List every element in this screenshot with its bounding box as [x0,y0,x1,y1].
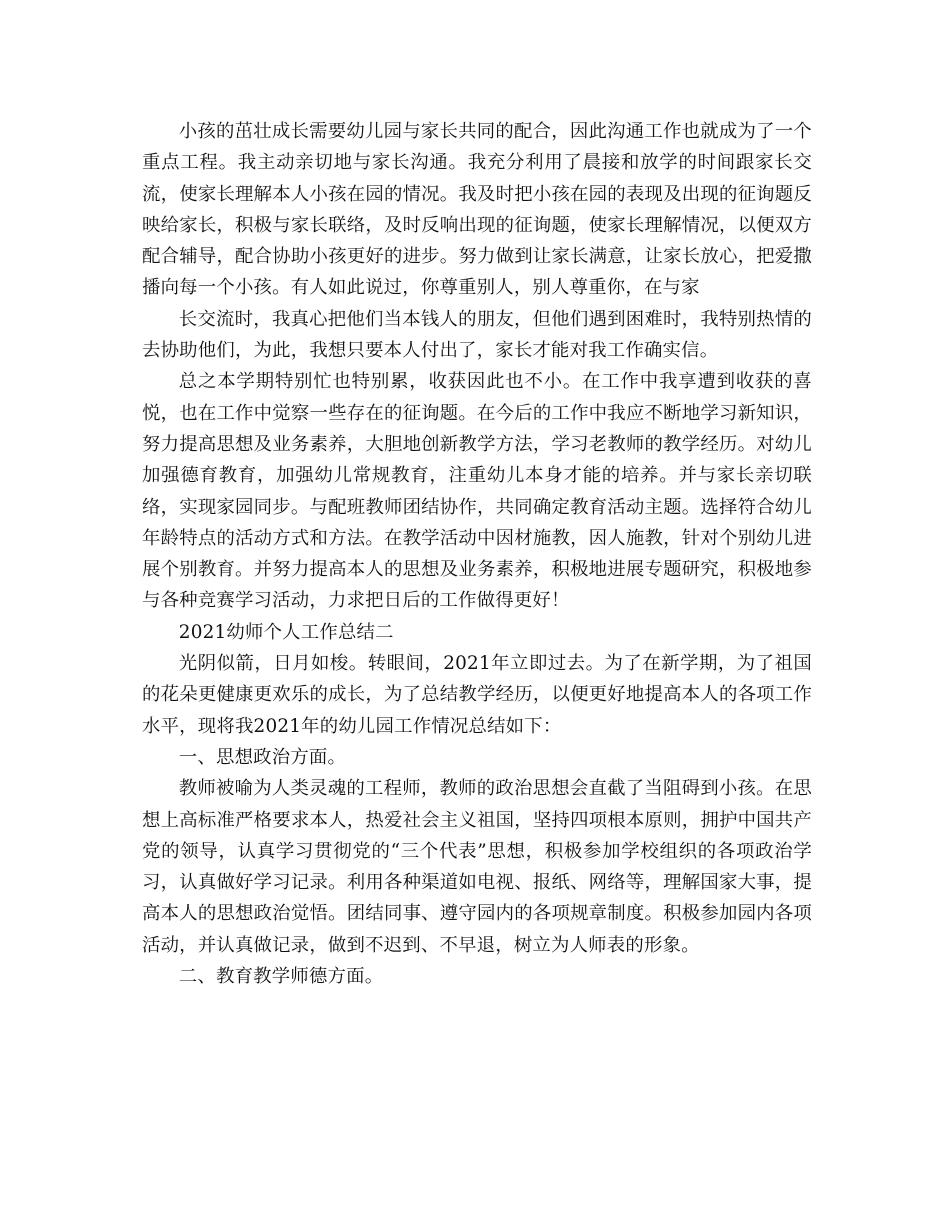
document-body [142,116,812,992]
paragraph-semester-summary: 总之本学期特别忙也特别累，收获因此也不小。在工作中我享遭到收获的喜悦，也在工作中觉察一些存在的征询题。在今后的工作中我应不断地学习新知识，努力提高思想及业务素养，大胆地创新教学方法，学习老教师的教学经历。对幼儿加强德育教育，加强幼儿常规教育，注重幼儿本身才能的培养。并与家长亲切联络，实现家园同步。与配班教师团结协作，共同确定教育活动主题。选择符合幼儿年龄特点的活动方式和方法。在教学活动中因材施教，因人施教，针对个别幼儿进展个别教育。并努力提高本人的思想及业务素养，积极地进展专题研究，积极地参与各种竞赛学习活动，力求把日后的工作做得更好！ [142,371,812,612]
paragraph-parent-communication: 小孩的茁壮成长需要幼儿园与家长共同的配合，因此沟通工作也就成为了一个重点工程。我主动亲切地与家长沟通。我充分利用了晨接和放学的时间跟家长交流，使家长理解本人小孩在园的情况。我及时把小孩在园的表现及出现的征询题反映给家长，积极与家长联络，及时反响出现的征询题，使家长理解情况，以便双方配合辅导，配合协助小孩更好的进步。努力做到让家长满意，让家长放心，把爱撒播向每一个小孩。有人如此说过，你尊重别人，别人尊重你，在与家 [142,121,812,299]
section-heading-summary-two: 2021幼师个人工作总结二 [178,621,394,643]
paragraph-introduction: 光阴似箭，日月如梭。转眼间，2021年立即过去。为了在新学期，为了祖国的花朵更健康更欢乐的成长，为了总结教学经历，以便更好地提高本人的各项工作水平，现将我2021年的幼儿园工作情况总结如下： [142,653,812,737]
section-heading-teaching-ethics: 二、教育教学师德方面。 [178,966,384,988]
paragraph-ideology: 教师被喻为人类灵魂的工程师，教师的政治思想会直截了当阻碍到小孩。在思想上高标准严格要求本人，热爱社会主义祖国，坚持四项根本原则，拥护中国共产党的领导，认真学习贯彻党的“三个代表”思想，积极参加学校组织的各项政治学习，认真做好学习记录。利用各种渠道如电视、报纸、网络等，理解国家大事，提高本人的思想政治觉悟。团结同事、遵守园内的各项规章制度。积极参加园内各项活动，并认真做记录，做到不迟到、不早退，树立为人师表的形象。 [142,778,812,956]
paragraph-parent-exchange: 长交流时，我真心把他们当本钱人的朋友，但他们遇到困难时，我特别热情的去协助他们，为此，我想只要本人付出了，家长才能对我工作确实信。 [142,308,812,362]
section-heading-ideology: 一、思想政治方面。 [178,746,347,768]
